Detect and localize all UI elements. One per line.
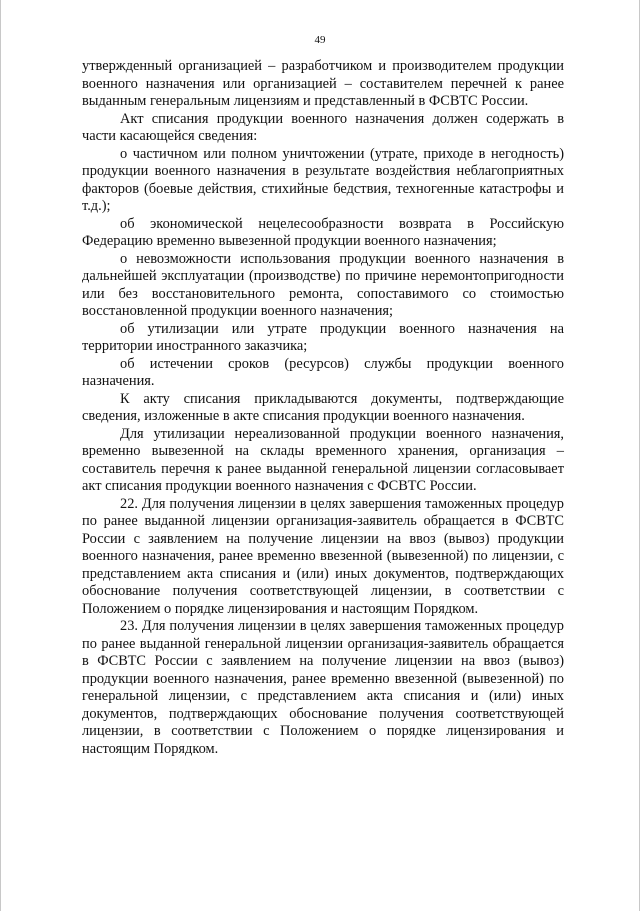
paragraph-act-contents: Акт списания продукции военного назначения должен содержать в части касающейся сведения: [82, 110, 564, 144]
paragraph-economic: об экономической нецелесообразности возврата в Российскую Федерацию временно вывезенной продукции военного назначения; [82, 215, 564, 249]
paragraph-utilization: Для утилизации нереализованной продукции военного назначения, временно вывезенной на склады временного хранения, организация – составитель перечня к ранее выданной генеральной лицензии согласовывает акт списания продукции военного назначения с ФСВТС России. [82, 425, 564, 494]
paragraph-continuation: утвержденный организацией – разработчиком и производителем продукции военного назначения или организацией – составителем перечней к ранее выданным генеральным лицензиям и представленный в ФСВТС России. [82, 58, 564, 109]
paragraph-destruction: о частичном или полном уничтожении (утрате, приходе в негодность) продукции военного назначения в результате воздействия неблагоприятных факторов (боевые действия, стихийные бедствия, техногенные катастрофы и т.д.); [82, 145, 564, 214]
paragraph-clause-22: 22. Для получения лицензии в целях завершения таможенных процедур по ранее выданной лицензии организация-заявитель обращается в ФСВТС России с заявлением на получение лицензии на ввоз (вывоз) продукции военного назначения, ранее временно ввезенной (вывезенной) по лицензии, с представлением акта списания и (или) иных документов, подтверждающих обоснование получения соответствующей лицензии, в соответствии с Положением о порядке лицензирования и настоящим Порядком. [82, 495, 564, 617]
paragraph-attachments: К акту списания прикладываются документы, подтверждающие сведения, изложенные в акте списания продукции военного назначения. [82, 390, 564, 424]
paragraph-disposal: об утилизации или утрате продукции военного назначения на территории иностранного заказчика; [82, 320, 564, 354]
page-number: 49 [314, 34, 326, 46]
document-body [82, 58, 564, 758]
paragraph-impossibility: о невозможности использования продукции военного назначения в дальнейшей эксплуатации (производстве) по причине неремонтопригодности или без восстановительного ремонта, сопоставимого со стоимостью восстановленной продукции военного назначения; [82, 250, 564, 319]
paragraph-expiry: об истечении сроков (ресурсов) службы продукции военного назначения. [82, 355, 564, 389]
paragraph-clause-23: 23. Для получения лицензии в целях завершения таможенных процедур по ранее выданной генеральной лицензии организация-заявитель обращается в ФСВТС России с заявлением на получение лицензии на ввоз (вывоз) продукции военного назначения, ранее временно ввезенной (вывезенной) по генеральной лицензии, с представлением акта списания и (или) иных документов, подтверждающих обоснование получения соответствующей лицензии, в соответствии с Положением о порядке лицензирования и настоящим Порядком. [82, 618, 564, 757]
